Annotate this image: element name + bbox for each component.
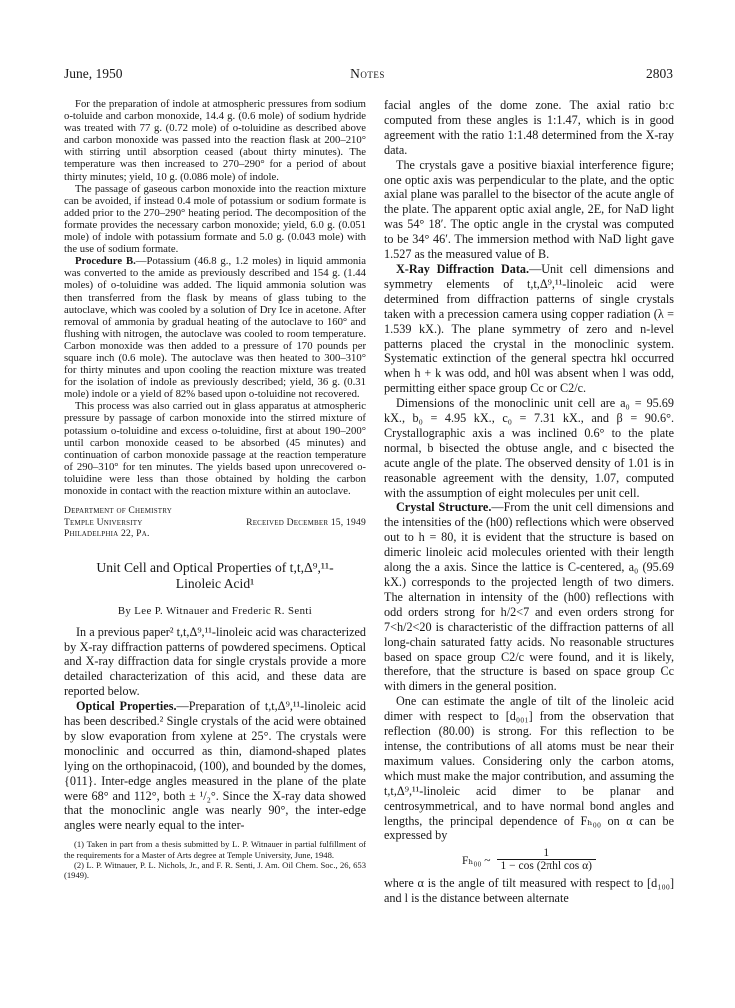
left-column	[64, 98, 366, 880]
footnotes	[64, 839, 366, 880]
crystal-structure-label: Crystal Structure.	[396, 500, 492, 515]
formula-fraction	[497, 847, 596, 872]
footnote-1: (1) Taken in part from a thesis submitted by L. P. Witnauer in partial fulfillment of the requirements for a Master of Arts degree at Temple University, June, 1948.	[64, 839, 366, 860]
tilt-angle-paragraph: One can estimate the angle of tilt of the linoleic acid dimer with respect to [d₀₀₁] from the observation that reflection (80.00) is strong. For this reflection to be intense, the contributions of all atoms must be near their maximum values. Considering only the carbon atoms, which must make the major contribution, and assuming the t,t,Δ⁹,¹¹-linoleic acid dimer to be planar and centrosymmetrical, and to have normal bond angles and lengths, the principal dependence of Fₕ₀₀ on α can be expressed by	[384, 694, 674, 843]
procedure-b-text: —Potassium (46.8 g., 1.2 moles) in liquid ammonia was converted to the amide as previously described and 154 g. (1.44 moles) of o-toluidine was added. The liquid ammonia solution was then transferred from the flask by means of glass tubing to the autoclave, which was cooled by a solution of Dry Ice in acetone. After removal of ammonia by gradual heating of the autoclave to 160° and flushing with nitrogen, the autoclave was cooled to room temperature. Carbon monoxide was then added to a pressure of 170 pounds per square inch (0.6 mole). The autoclave was then heated to 300–310° for thirty minutes and upon cooling the reaction mixture was treated for the isolation of indole as previously described; yield, 36 g. (0.31 mole) indole or a yield of 82% based upon o-toluidine not recovered.	[64, 255, 366, 401]
address-department: Department of Chemistry	[64, 505, 173, 517]
formula-lhs: Fₕ₀₀ ~	[462, 854, 491, 867]
article-title-line-2: Linoleic Acid¹	[175, 575, 255, 591]
glass-apparatus-paragraph: This process was also carried out in glass apparatus at atmospheric pressure by passage of carbon monoxide into the stirred mixture of potassium o-toluidine and excess o-toluidine, first at about 190–200° until carbon monoxide ceased to be absorbed (45 minutes) and continuation of carbon monoxide passage at the reaction temperature of 290–310° for ten minutes. The yields based upon unrecovered o-toluidine were less than those obtained by holding the carbon monoxide in contact with the reaction mixture within an autoclave.	[64, 400, 366, 497]
article-body-left	[64, 625, 366, 834]
optical-properties-text: —Preparation of t,t,Δ⁹,¹¹-linoleic acid has been described.² Single crystals of the acid were obtained by slow evaporation from xylene at 25°. The crystals were monoclinic and occurred as thin, diamond-shaped plates lying on the orthopinacoid, (100), and bounded by the domes, {011}. Inter-edge angles measured in the plane of the plate were 68° and 112°, both ± ¹/₂°. Since the X-ray data showed that the monoclinic angle was nearly 90°, the inter-edge angles were nearly equal to the inter-	[64, 699, 367, 833]
optical-properties-label: Optical Properties.	[76, 699, 177, 714]
interference-figure-paragraph: The crystals gave a positive biaxial interference figure; one optic axis was perpendicular to the plate, and the optic axial plane was parallel to the bisector of the acute angle of the plate. The apparent optic axial angle, 2E, for NaD light was 54° 18′. The optic angle in the crystal was computed to be 34° 46′. The immersion method with NaD light gave 1.527 as the measured value of B.	[384, 157, 674, 262]
article-title	[64, 560, 366, 592]
prep-paragraph-1: For the preparation of indole at atmospheric pressures from sodium o-toluide and carbon monoxide, 14.4 g. (0.6 mole) of sodium hydride was treated with 77 g. (0.72 mole) of o-toluidine as described above and carbon monoxide was passed into the reaction flask at 200–210° with stirring until absorption ceased (about thirty minutes). The temperature was then increased to 270–290° for a period of about thirty minutes; yield, 10 g. (0.086 mole) of indole.	[64, 98, 366, 183]
structure-factor-formula	[384, 847, 674, 872]
right-column	[384, 98, 674, 906]
article-authors: By Lee P. Witnauer and Frederic R. Senti	[117, 604, 313, 617]
formula-numerator: 1	[543, 847, 550, 860]
axial-ratio-paragraph: facial angles of the dome zone. The axial ratio b:c computed from these angles is 1:1.47, which is in good agreement with the ratio 1:1.48 determined from the X-ray data.	[384, 98, 674, 157]
address-university: Temple University	[64, 516, 143, 528]
xray-diffraction-paragraph	[384, 262, 674, 396]
intro-paragraph: In a previous paper² t,t,Δ⁹,¹¹-linoleic acid was characterized by X-ray diffraction patterns of powdered specimens. Optical and X-ray diffraction data for single crystals provide a more detailed characterization of this acid, and these data are reported below.	[64, 624, 366, 699]
running-header-date: June, 1950	[64, 66, 123, 81]
article-title-line-1: Unit Cell and Optical Properties of t,t,Δ⁹,¹¹-	[96, 559, 334, 575]
xray-diffraction-text: —Unit cell dimensions and symmetry elements of t,t,Δ⁹,¹¹-linoleic acid were determined from diffraction patterns of single crystals taken with a precession camera using copper radiation (λ = 1.539 kX.). The plane symmetry of zero and n-level patterns placed the crystal in the monoclinic system. Systematic extinction of the general spectra hkl occurred when h + k was odd, and h0l was absent when l was odd, permitting either space group Cc or C2/c.	[384, 261, 674, 396]
address-city: Philadelphia 22, Pa.	[64, 528, 150, 540]
indole-preparation-section	[64, 98, 366, 497]
prep-paragraph-2: The passage of gaseous carbon monoxide into the reaction mixture can be avoided, if instead 0.4 mole of potassium or sodium formate is added prior to the 270–290° heating period. The decomposition of the formate provides the necessary carbon monoxide; yield, 6.0 g. (0.051 mole) of indole with potassium formate and 5.0 g. (0.043 mole) with the use of sodium formate.	[64, 182, 366, 256]
formula-denominator: 1 − cos (2πhl cos α)	[497, 859, 596, 872]
footnote-2: (2) L. P. Witnauer, P. L. Nichols, Jr., and F. R. Senti, J. Am. Oil Chem. Soc., 26, 653 (1949).	[64, 859, 366, 881]
procedure-b-paragraph	[64, 255, 366, 400]
page-number: 2803	[646, 66, 673, 81]
xray-diffraction-label: X-Ray Diffraction Data.	[396, 261, 530, 276]
procedure-b-label: Procedure B.	[75, 255, 136, 268]
running-header-section: Notes	[350, 66, 385, 81]
crystal-structure-text: —From the unit cell dimensions and the intensities of the (h00) reflections which were observed out to h = 80, it is evident that the structure is based on dimeric linoleic acid molecules oriented with their length along the a axis. Since the lattice is C-centered, a₀ (95.69 kX.) corresponds to the projected length of two dimers. The alternation in intensity of the (h00) reflections with odd orders strong for h/2<7 and even orders strong for 7<h/2<20 is characteristic of the diffraction patterns of all long-chain saturated fatty acids. No reasonable structures based on space group C2/c were found, and it is likely, therefore, that the structure is based on space group Cc with dimers in the general position.	[384, 500, 674, 694]
received-date: Received December 15, 1949	[246, 516, 366, 528]
crystal-structure-paragraph	[384, 500, 674, 694]
unit-cell-dimensions-paragraph: Dimensions of the monoclinic unit cell are a₀ = 95.69 kX., b₀ = 4.95 kX., c₀ = 7.31 kX., and β = 90.6°. Crystallographic axis a was inclined 0.6° to the plate normal, b bisected the obtuse angle, and c bisected the acute angle of the plate. The observed density of 1.01 is in reasonable agreement with the density, 1.07, computed with the assumption of eight molecules per unit cell.	[384, 396, 674, 500]
author-address	[64, 505, 366, 540]
optical-properties-paragraph	[64, 699, 366, 833]
final-paragraph: where α is the angle of tilt measured with respect to [d₁₀₀] and l is the distance between alternate	[384, 876, 674, 906]
